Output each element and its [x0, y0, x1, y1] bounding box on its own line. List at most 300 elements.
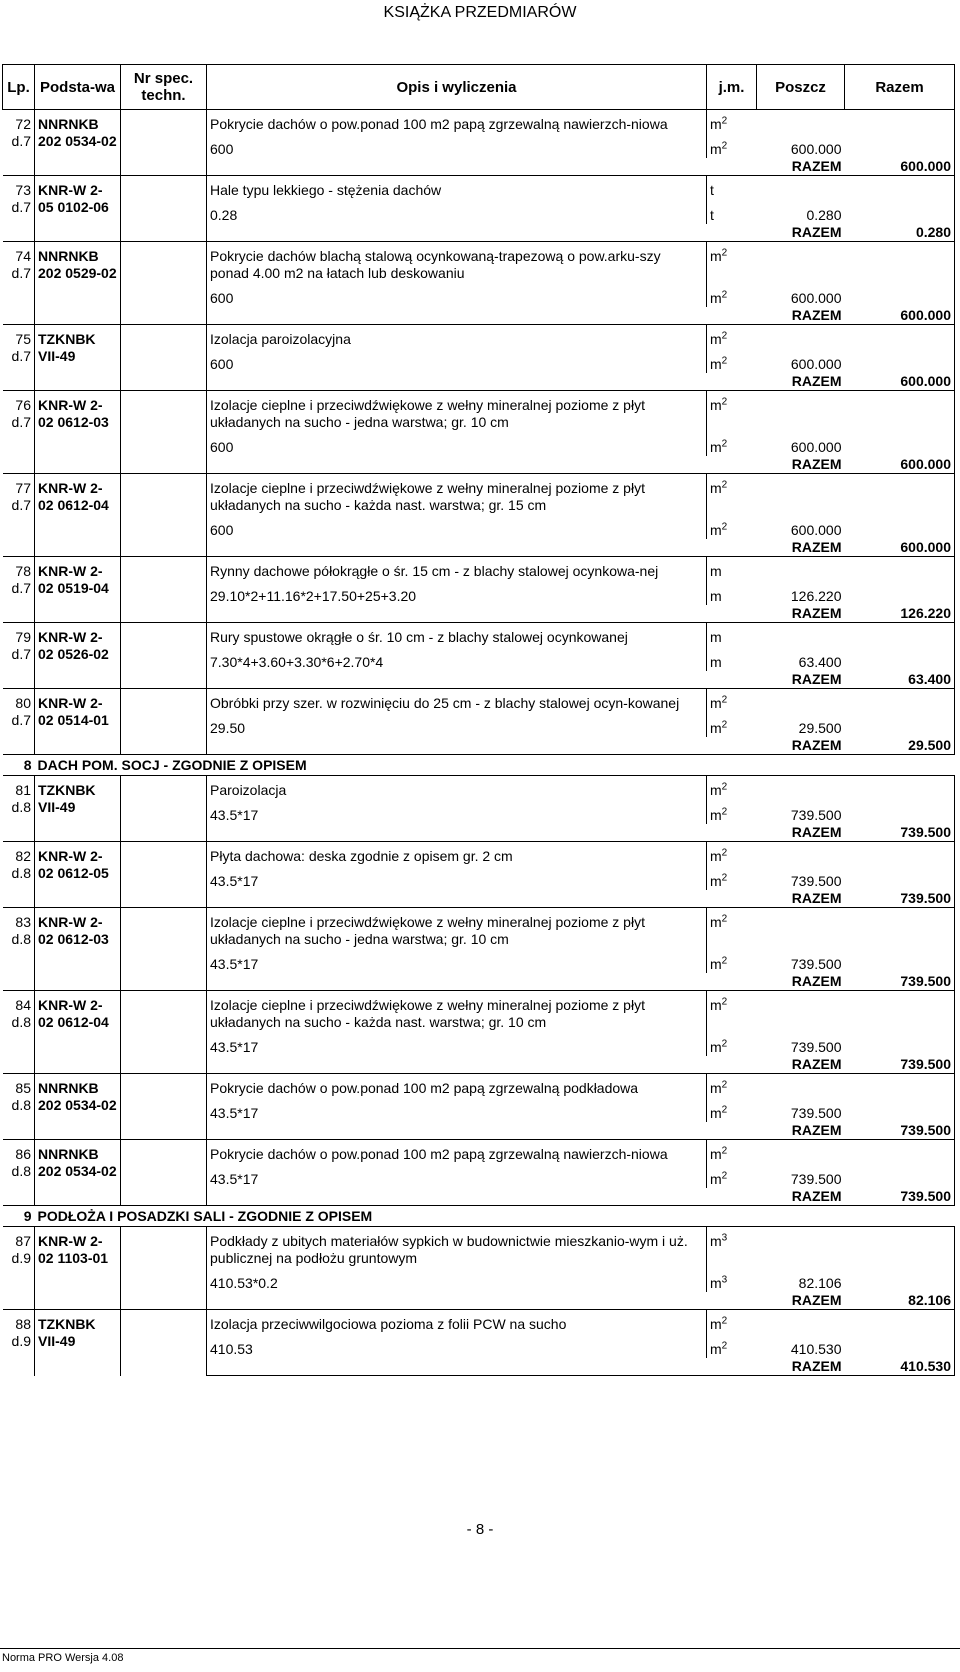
table-row [3, 391, 955, 432]
item-base: NNRNKB 202 0534-02 [35, 1140, 121, 1206]
item-unit-power: 2 [721, 330, 728, 342]
razem-spacer [207, 1056, 707, 1074]
item-unit-power: 2 [721, 913, 728, 925]
razem-label: RAZEM [791, 824, 842, 840]
razem-total: 63.400 [845, 671, 955, 689]
item-description: Płyta dachowa: deska zgodnie z opisem gr. 2 cm [207, 842, 707, 866]
table-row [3, 842, 955, 866]
calc-unit [707, 948, 757, 973]
razem-total: 600.000 [845, 456, 955, 474]
item-unit-value: m [710, 695, 722, 711]
item-total-empty [845, 842, 955, 866]
item-description: Pokrycie dachów blachą stalową ocynkowaną-trapezową o pow.arku-szy ponad 4.00 m2 na łatach lub deskowaniu [207, 242, 707, 283]
item-chapter: d.7 [11, 646, 31, 662]
item-unit-power: 2 [721, 694, 728, 706]
item-description: Rury spustowe okrągłe o śr. 10 cm - z blachy stalowej ocynkowanej [207, 623, 707, 647]
razem-spacer [207, 605, 707, 623]
calc-unit-power: 2 [721, 955, 728, 967]
item-calculation: 410.53*0.2 [210, 1275, 278, 1291]
item-unit-power: 2 [721, 115, 728, 127]
item-unit-value: m [710, 1080, 722, 1096]
item-spec [121, 474, 207, 557]
item-lp: 75 [15, 331, 31, 347]
table-row [3, 557, 955, 581]
razem-spacer [207, 671, 707, 689]
item-calculation: 410.53 [210, 1341, 253, 1357]
razem-label: RAZEM [791, 1056, 842, 1072]
item-base: KNR-W 2-02 0612-04 [35, 991, 121, 1074]
item-spec [121, 842, 207, 908]
col-header-lp: Lp. [3, 65, 35, 110]
item-unit-value: m [710, 629, 722, 645]
razem-total: 739.500 [845, 973, 955, 991]
calc-total-empty [845, 799, 955, 824]
item-chapter: d.8 [11, 799, 31, 815]
calc-unit-power: 2 [721, 438, 728, 450]
calc-unit-power: 2 [721, 521, 728, 533]
item-description: Izolacje cieplne i przeciwdźwiękowe z wełny mineralnej poziome z płyt układanych na sucho - jedna warstwa; gr. 10 cm [207, 908, 707, 949]
item-spec [121, 1227, 207, 1310]
item-base: KNR-W 2-02 0612-05 [35, 842, 121, 908]
item-base: KNR-W 2-02 0612-03 [35, 391, 121, 474]
item-unit [707, 1310, 757, 1334]
item-lp: 88 [15, 1316, 31, 1332]
calc-unit-value: m [710, 956, 722, 972]
item-lp: 76 [15, 397, 31, 413]
item-chapter: d.7 [11, 265, 31, 281]
calc-unit-power: 2 [721, 872, 728, 884]
item-number [3, 689, 35, 755]
item-calculation: 43.5*17 [210, 1105, 259, 1121]
item-unit-value: m [710, 782, 722, 798]
calc-unit-value: m [710, 356, 722, 372]
item-total-empty [845, 242, 955, 283]
item-number [3, 991, 35, 1074]
item-lp: 85 [15, 1080, 31, 1096]
calc-total-empty [845, 1333, 955, 1358]
calc-quantity: 600.000 [790, 290, 842, 306]
item-qty-empty [757, 1140, 845, 1164]
table-row [3, 176, 955, 200]
item-spec [121, 991, 207, 1074]
item-number [3, 623, 35, 689]
calc-total-empty [845, 948, 955, 973]
item-number [3, 1310, 35, 1376]
razem-total: 600.000 [845, 158, 955, 176]
calc-quantity: 739.500 [790, 956, 842, 972]
item-unit-power: 2 [721, 396, 728, 408]
item-base: NNRNKB 202 0529-02 [35, 242, 121, 325]
table-row [3, 1227, 955, 1268]
col-header-qty: Poszcz [757, 65, 845, 110]
item-qty-empty [757, 557, 845, 581]
razem-total: 600.000 [845, 539, 955, 557]
calc-unit-value: m [710, 588, 722, 604]
item-description: Paroizolacja [207, 776, 707, 800]
calc-unit [707, 1097, 757, 1122]
item-spec [121, 110, 207, 176]
item-base: NNRNKB 202 0534-02 [35, 110, 121, 176]
razem-label: RAZEM [707, 1358, 845, 1376]
item-lp: 86 [15, 1146, 31, 1162]
item-number [3, 474, 35, 557]
item-unit [707, 689, 757, 713]
calc-unit-value: m [710, 1341, 722, 1357]
item-calculation: 43.5*17 [210, 1039, 259, 1055]
item-total-empty [845, 1074, 955, 1098]
item-description: Pokrycie dachów o pow.ponad 100 m2 papą zgrzewalną nawierzch-niowa [207, 110, 707, 134]
razem-label: RAZEM [791, 456, 842, 472]
boq-table [2, 64, 955, 1376]
item-number [3, 1140, 35, 1206]
calc-total-empty [845, 133, 955, 158]
section-number: 8 [3, 755, 35, 776]
calc-unit-value: m [710, 522, 722, 538]
item-qty-empty [757, 242, 845, 283]
section-number: 9 [3, 1206, 35, 1227]
item-unit-power: 2 [721, 1315, 728, 1327]
calc-quantity: 739.500 [790, 1105, 842, 1121]
item-spec [121, 242, 207, 325]
calc-quantity: 600.000 [790, 356, 842, 372]
table-row [3, 110, 955, 134]
calc-unit-power: 2 [721, 1104, 728, 1116]
boq-body [3, 110, 955, 1376]
item-unit [707, 325, 757, 349]
item-chapter: d.8 [11, 1097, 31, 1113]
item-description: Pokrycie dachów o pow.ponad 100 m2 papą zgrzewalną podkładowa [207, 1074, 707, 1098]
calc-quantity: 82.106 [798, 1275, 842, 1291]
item-unit-value: m [710, 997, 722, 1013]
calc-unit-value: m [710, 1105, 722, 1121]
item-number [3, 842, 35, 908]
item-qty-empty [757, 689, 845, 713]
razem-spacer [207, 737, 707, 755]
table-row [3, 325, 955, 349]
item-lp: 84 [15, 997, 31, 1013]
razem-total: 29.500 [845, 737, 955, 755]
calc-unit-value: m [710, 654, 722, 670]
calc-unit [707, 646, 757, 671]
razem-label: RAZEM [791, 671, 842, 687]
section-title: PODŁOŻA I POSADZKI SALI - ZGODNIE Z OPISEM [35, 1206, 955, 1227]
razem-total: 600.000 [845, 373, 955, 391]
item-unit-value: m [710, 563, 722, 579]
item-unit-value: m [710, 397, 722, 413]
calc-unit-power: 2 [721, 719, 728, 731]
item-chapter: d.8 [11, 1014, 31, 1030]
calc-quantity: 600.000 [790, 141, 842, 157]
item-lp: 78 [15, 563, 31, 579]
calc-total-empty [845, 348, 955, 373]
item-unit [707, 1140, 757, 1164]
col-header-spec: Nr spec. techn. [121, 65, 207, 110]
item-number [3, 176, 35, 242]
item-unit-value: m [710, 914, 722, 930]
item-unit-value: m [710, 1146, 722, 1162]
item-description: Obróbki przy szer. w rozwinięciu do 25 cm - z blachy stalowej ocyn-kowanej [207, 689, 707, 713]
razem-spacer [207, 890, 707, 908]
item-chapter: d.8 [11, 1163, 31, 1179]
item-unit-value: m [710, 480, 722, 496]
calc-unit [707, 799, 757, 824]
item-unit-power: 2 [721, 1145, 728, 1157]
calc-quantity: 739.500 [790, 873, 842, 889]
razem-label: RAZEM [791, 737, 842, 753]
item-lp: 72 [15, 116, 31, 132]
razem-total: 410.530 [845, 1358, 955, 1376]
calc-total-empty [845, 514, 955, 539]
item-spec [121, 689, 207, 755]
razem-spacer [207, 158, 707, 176]
item-number [3, 776, 35, 842]
calc-quantity: 410.530 [790, 1341, 842, 1357]
item-unit [707, 557, 757, 581]
item-spec [121, 325, 207, 391]
item-description: Izolacja paroizolacyjna [207, 325, 707, 349]
section-row [3, 755, 955, 776]
razem-spacer [207, 1188, 707, 1206]
calc-total-empty [845, 580, 955, 605]
calc-unit [707, 865, 757, 890]
item-qty-empty [757, 1310, 845, 1334]
item-qty-empty [757, 991, 845, 1032]
item-base: TZKNBK VII-49 [35, 776, 121, 842]
razem-label: RAZEM [791, 1292, 842, 1308]
razem-spacer [207, 1292, 707, 1310]
item-unit-value: m [710, 116, 722, 132]
item-unit [707, 908, 757, 949]
item-calculation: 600 [210, 290, 234, 306]
table-row [3, 623, 955, 647]
razem-label: RAZEM [791, 605, 842, 621]
razem-total: 600.000 [845, 307, 955, 325]
item-total-empty [845, 776, 955, 800]
item-number [3, 325, 35, 391]
calc-total-empty [845, 431, 955, 456]
item-description: Rynny dachowe półokrągłe o śr. 15 cm - z blachy stalowej ocynkowa-nej [207, 557, 707, 581]
calc-unit-power: 2 [721, 140, 728, 152]
item-chapter: d.7 [11, 348, 31, 364]
table-row [3, 1310, 955, 1334]
item-total-empty [845, 110, 955, 134]
razem-spacer [207, 373, 707, 391]
item-total-empty [845, 474, 955, 515]
razem-spacer [207, 539, 707, 557]
item-spec [121, 1074, 207, 1140]
section-title: DACH POM. SOCJ - ZGODNIE Z OPISEM [35, 755, 955, 776]
item-spec [121, 557, 207, 623]
item-chapter: d.7 [11, 497, 31, 513]
item-qty-empty [757, 391, 845, 432]
calc-quantity: 600.000 [790, 439, 842, 455]
item-total-empty [845, 1140, 955, 1164]
item-calculation: 43.5*17 [210, 1171, 259, 1187]
item-base: NNRNKB 202 0534-02 [35, 1074, 121, 1140]
table-row [3, 1074, 955, 1098]
item-number [3, 391, 35, 474]
calc-unit-value: m [710, 141, 722, 157]
item-unit [707, 110, 757, 134]
item-calculation: 43.5*17 [210, 956, 259, 972]
item-unit [707, 842, 757, 866]
item-total-empty [845, 623, 955, 647]
razem-total: 739.500 [845, 824, 955, 842]
item-calculation: 29.10*2+11.16*2+17.50+25+3.20 [210, 588, 417, 604]
item-calculation: 600 [210, 141, 234, 157]
calc-unit [707, 1267, 757, 1292]
calc-unit [707, 199, 757, 224]
item-chapter: d.7 [11, 199, 31, 215]
item-lp: 77 [15, 480, 31, 496]
calc-unit-power: 2 [721, 289, 728, 301]
item-qty-empty [757, 1227, 845, 1268]
item-spec [121, 391, 207, 474]
table-row [3, 776, 955, 800]
razem-label: RAZEM [791, 224, 842, 240]
calc-unit-power: 2 [721, 806, 728, 818]
item-qty-empty [757, 474, 845, 515]
calc-total-empty [845, 1097, 955, 1122]
item-qty-empty [757, 325, 845, 349]
item-calculation: 43.5*17 [210, 807, 259, 823]
item-calculation: 7.30*4+3.60+3.30*6+2.70*4 [210, 654, 384, 670]
section-row [3, 1206, 955, 1227]
footer-divider [0, 1648, 960, 1649]
item-qty-empty [757, 908, 845, 949]
razem-label: RAZEM [791, 158, 842, 174]
razem-spacer [207, 224, 707, 242]
item-chapter: d.9 [11, 1333, 31, 1349]
item-qty-empty [757, 110, 845, 134]
table-row [3, 1140, 955, 1164]
item-spec [121, 1140, 207, 1206]
calc-total-empty [845, 646, 955, 671]
calc-unit-value: m [710, 873, 722, 889]
item-qty-empty [757, 776, 845, 800]
item-unit-power: 2 [721, 781, 728, 793]
item-unit-value: m [710, 331, 722, 347]
item-total-empty [845, 391, 955, 432]
col-header-unit: j.m. [707, 65, 757, 110]
razem-total: 739.500 [845, 1056, 955, 1074]
item-number [3, 110, 35, 176]
item-base: KNR-W 2-02 0612-04 [35, 474, 121, 557]
item-base: KNR-W 2-05 0102-06 [35, 176, 121, 242]
calc-unit [707, 348, 757, 373]
item-unit-power: 2 [721, 1079, 728, 1091]
item-unit-power: 2 [721, 247, 728, 259]
razem-total: 126.220 [845, 605, 955, 623]
item-unit-value: m [710, 848, 722, 864]
razem-spacer [207, 456, 707, 474]
razem-label: RAZEM [791, 539, 842, 555]
item-total-empty [845, 325, 955, 349]
razem-total: 82.106 [845, 1292, 955, 1310]
item-unit-power: 2 [721, 996, 728, 1008]
calc-total-empty [845, 1163, 955, 1188]
calc-unit [707, 282, 757, 307]
item-unit [707, 391, 757, 432]
calc-quantity: 739.500 [790, 1171, 842, 1187]
calc-unit-value: m [710, 1171, 722, 1187]
item-unit [707, 242, 757, 283]
item-unit [707, 623, 757, 647]
razem-label: RAZEM [791, 1188, 842, 1204]
item-lp: 82 [15, 848, 31, 864]
item-total-empty [845, 1227, 955, 1268]
item-chapter: d.7 [11, 133, 31, 149]
calc-unit-value: m [710, 439, 722, 455]
calc-unit-value: m [710, 720, 722, 736]
item-total-empty [845, 908, 955, 949]
item-number [3, 557, 35, 623]
table-row [3, 242, 955, 283]
calc-quantity: 739.500 [790, 807, 842, 823]
calc-total-empty [845, 865, 955, 890]
item-calculation: 600 [210, 522, 234, 538]
calc-unit [707, 1333, 757, 1358]
calc-unit [707, 580, 757, 605]
item-number [3, 242, 35, 325]
item-lp: 80 [15, 695, 31, 711]
item-spec [121, 1310, 207, 1376]
item-number [3, 908, 35, 991]
calc-total-empty [845, 199, 955, 224]
item-description: Izolacja przeciwwilgociowa pozioma z folii PCW na sucho [207, 1310, 707, 1334]
table-header-row [3, 65, 955, 110]
item-calculation: 29.50 [210, 720, 246, 736]
razem-total: 0.280 [845, 224, 955, 242]
item-base: KNR-W 2-02 0526-02 [35, 623, 121, 689]
item-chapter: d.9 [11, 1250, 31, 1266]
razem-spacer [207, 1358, 707, 1376]
item-unit-value: m [710, 1233, 722, 1249]
calc-total-empty [845, 1267, 955, 1292]
calc-quantity: 739.500 [790, 1039, 842, 1055]
item-unit-value: m [710, 248, 722, 264]
calc-unit-value: m [710, 1039, 722, 1055]
calc-quantity: 600.000 [790, 522, 842, 538]
calc-unit [707, 133, 757, 158]
item-description: Hale typu lekkiego - stężenia dachów [207, 176, 707, 200]
item-base: KNR-W 2-02 1103-01 [35, 1227, 121, 1310]
item-chapter: d.8 [11, 865, 31, 881]
razem-label: RAZEM [791, 373, 842, 389]
item-qty-empty [757, 842, 845, 866]
item-spec [121, 176, 207, 242]
calc-unit [707, 1163, 757, 1188]
calc-unit-value: t [710, 207, 714, 223]
calc-unit-power: 2 [721, 1038, 728, 1050]
item-unit [707, 1227, 757, 1268]
item-calculation: 43.5*17 [210, 873, 259, 889]
item-calculation: 600 [210, 356, 234, 372]
table-row [3, 689, 955, 713]
page-number: - 8 - [466, 1521, 494, 1538]
calc-unit-value: m [710, 290, 722, 306]
razem-label: RAZEM [791, 307, 842, 323]
calc-total-empty [845, 712, 955, 737]
razem-label: RAZEM [791, 973, 842, 989]
calc-unit-power: 3 [721, 1274, 728, 1286]
item-total-empty [845, 1310, 955, 1334]
col-header-base: Podsta-wa [35, 65, 121, 110]
item-calculation: 0.28 [210, 207, 238, 223]
razem-spacer [207, 307, 707, 325]
item-total-empty [845, 176, 955, 200]
calc-quantity: 63.400 [798, 654, 842, 670]
